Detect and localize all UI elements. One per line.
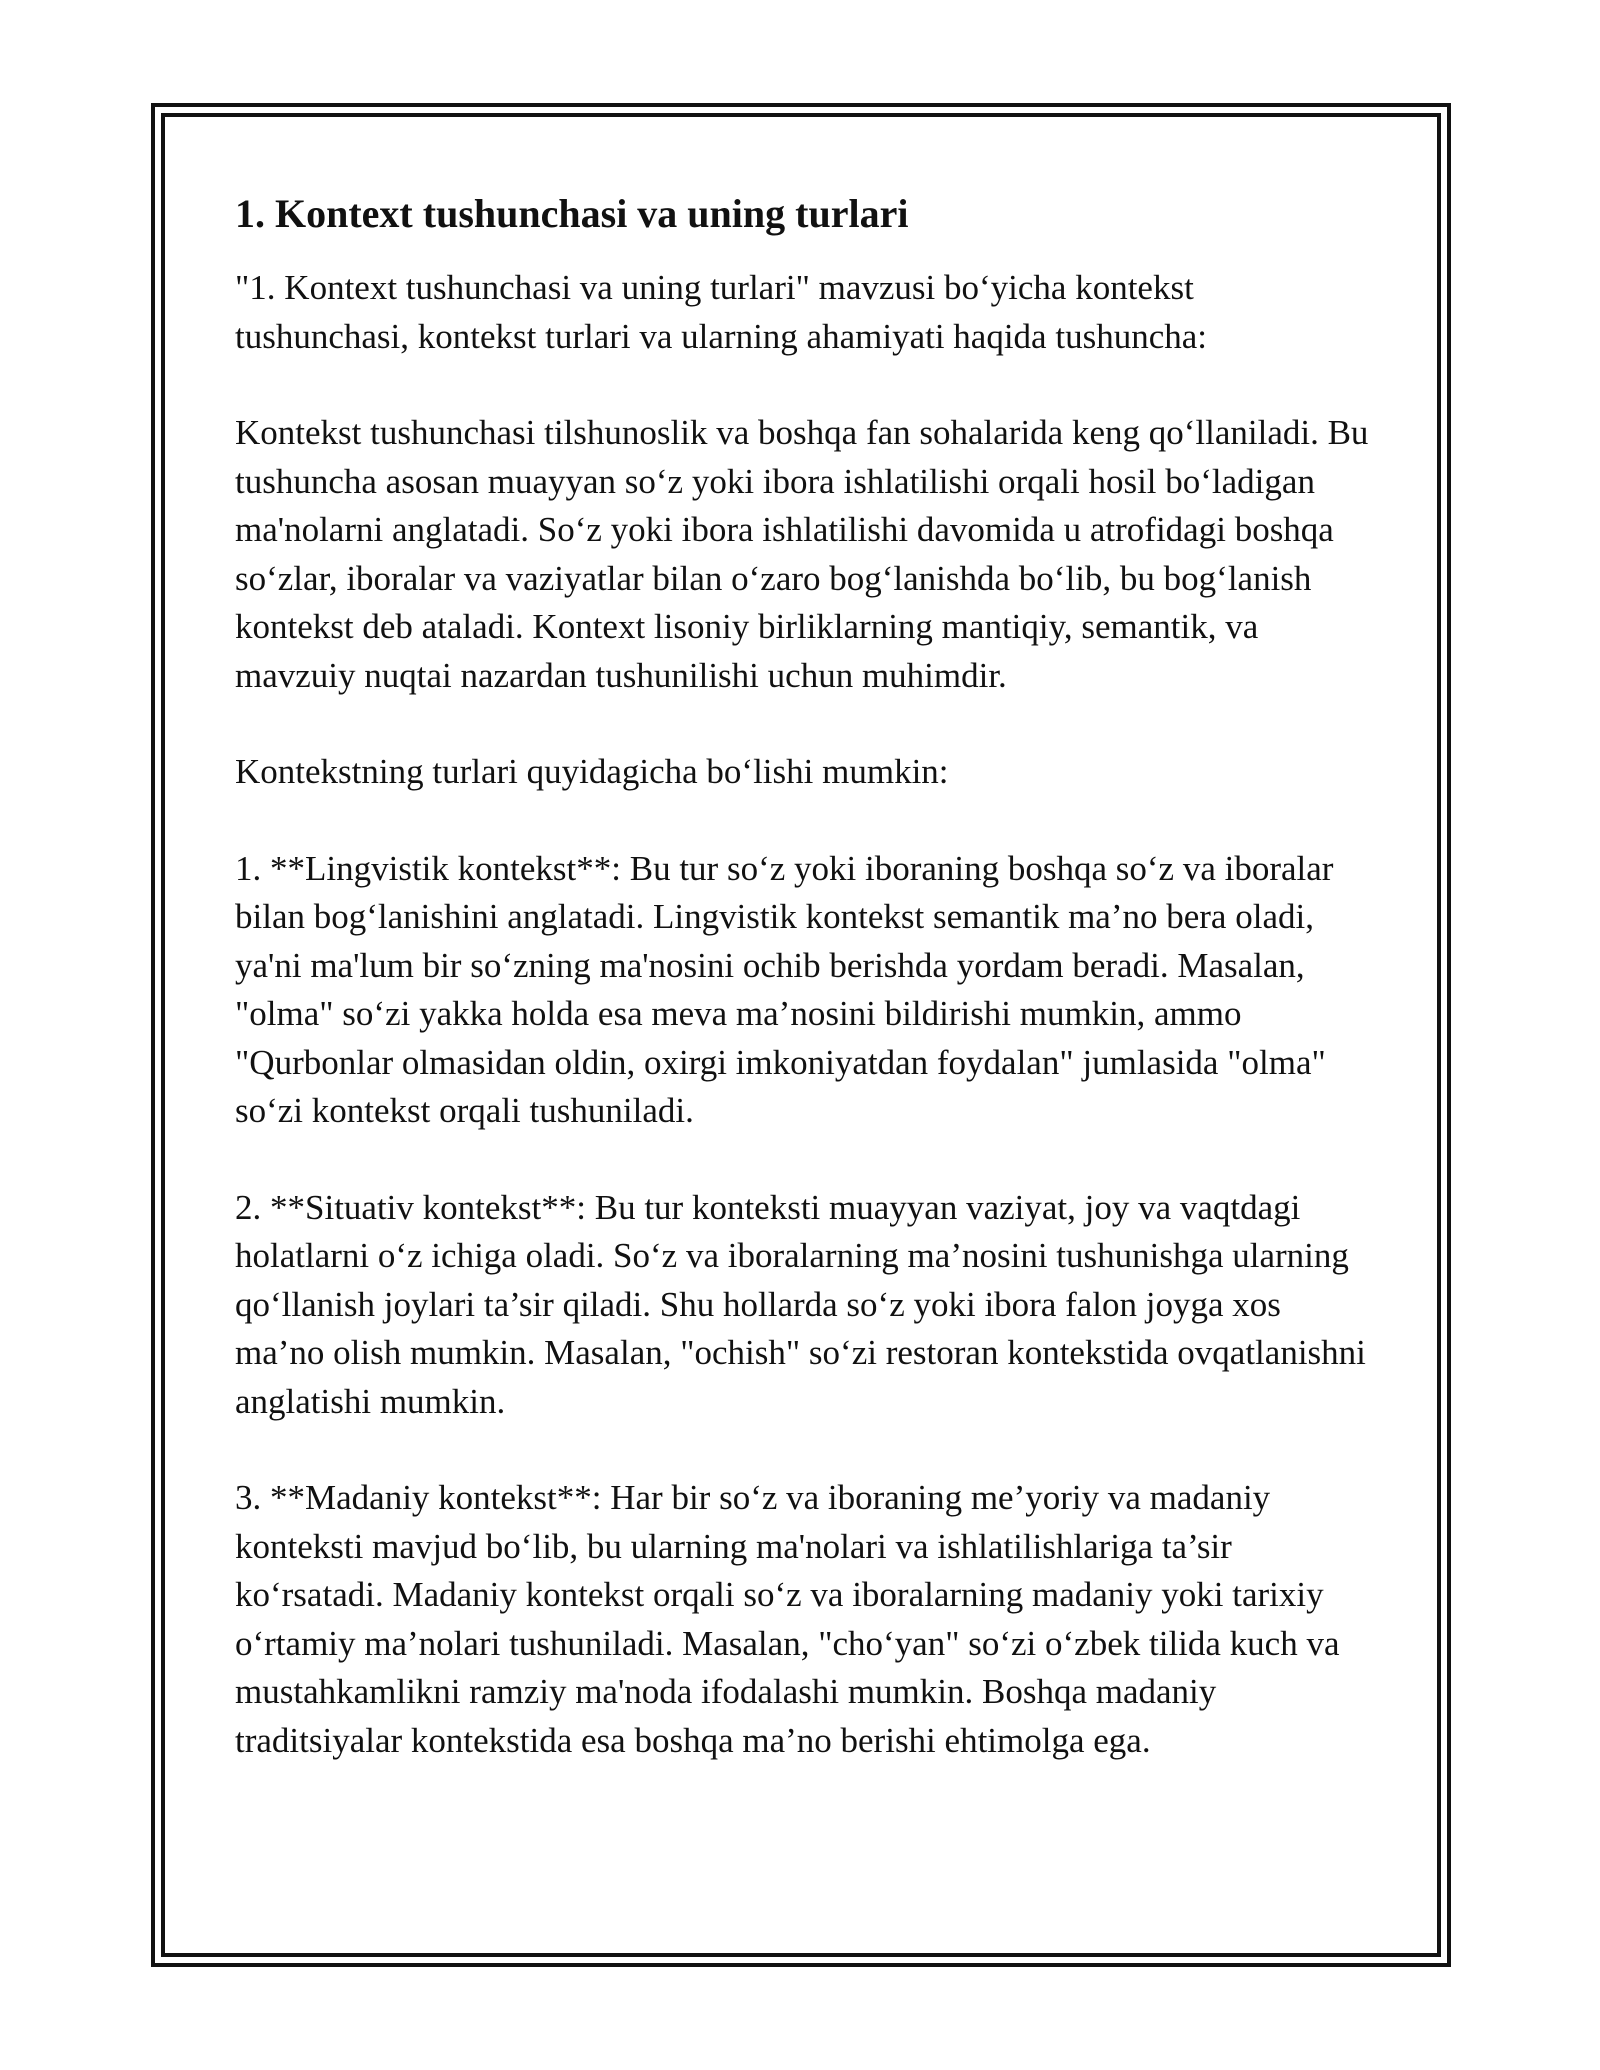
types-intro-paragraph: Kontekstning turlari quyidagicha boʻlishi mumkin: (235, 752, 949, 791)
cultural-context-paragraph: 3. **Madaniy kontekst**: Har bir soʻz va iboraning me’yoriy va madaniy konteksti mavjud boʻlib, bu ularning ma'nolari va ishlatilishlariga ta’sir koʻrsatadi. Madaniy kontekst orqali soʻz va iboralarning madaniy yoki tarixiy oʻrtamiy ma’nolari tushuniladi. Masalan, "choʻyan" soʻzi oʻzbek tilida kuch va mustahkamlikni ramziy ma'noda ifodalashi mumkin. Boshqa madaniy traditsiyalar kontekstida esa boshqa ma’no berishi ehtimolga ega. (235, 1478, 1340, 1760)
document-title: 1. Kontext tushunchasi va uning turlari (235, 191, 909, 236)
intro-paragraph: "1. Kontext tushunchasi va uning turlari" mavzusi boʻyicha kontekst tushunchasi, kontekst turlari va ularning ahamiyati haqida tushuncha: (235, 268, 1207, 356)
definition-paragraph: Kontekst tushunchasi tilshunoslik va boshqa fan sohalarida keng qoʻllaniladi. Bu tushuncha asosan muayyan soʻz yoki ibora ishlatilishi orqali hosil boʻladigan ma'nolarni anglatadi. Soʻz yoki ibora ishlatilishi davomida u atrofidagi boshqa soʻzlar, iboralar va vaziyatlar bilan oʻzaro bogʻlanishda boʻlib, bu bogʻlanish kontekst deb ataladi. Kontext lisoniy birliklarning mantiqiy, semantik, va mavzuiy nuqtai nazardan tushunilishi uchun muhimdir. (235, 413, 1369, 695)
linguistic-context-paragraph: 1. **Lingvistik kontekst**: Bu tur soʻz yoki iboraning boshqa soʻz va iboralar bilan bogʻlanishini anglatadi. Lingvistik kontekst semantik ma’no bera oladi, ya'ni ma'lum bir soʻzning ma'nosini ochib berishda yordam beradi. Masalan, "olma" soʻzi yakka holda esa meva ma’nosini bildirishi mumkin, ammo "Qurbonlar olmasidan oldin, oxirgi imkoniyatdan foydalan" jumlasida "olma" soʻzi kontekst orqali tushuniladi. (235, 848, 1334, 1130)
situational-context-paragraph: 2. **Situativ kontekst**: Bu tur konteksti muayyan vaziyat, joy va vaqtdagi holatlarni oʻz ichiga oladi. Soʻz va iboralarning ma’nosini tushunishga ularning qoʻllanish joylari ta’sir qiladi. Shu hollarda soʻz yoki ibora falon joyga xos ma’no olish mumkin. Masalan, "ochish" soʻzi restoran kontekstida ovqatlanishni anglatishi mumkin. (235, 1187, 1366, 1421)
document-body (235, 188, 1375, 1765)
